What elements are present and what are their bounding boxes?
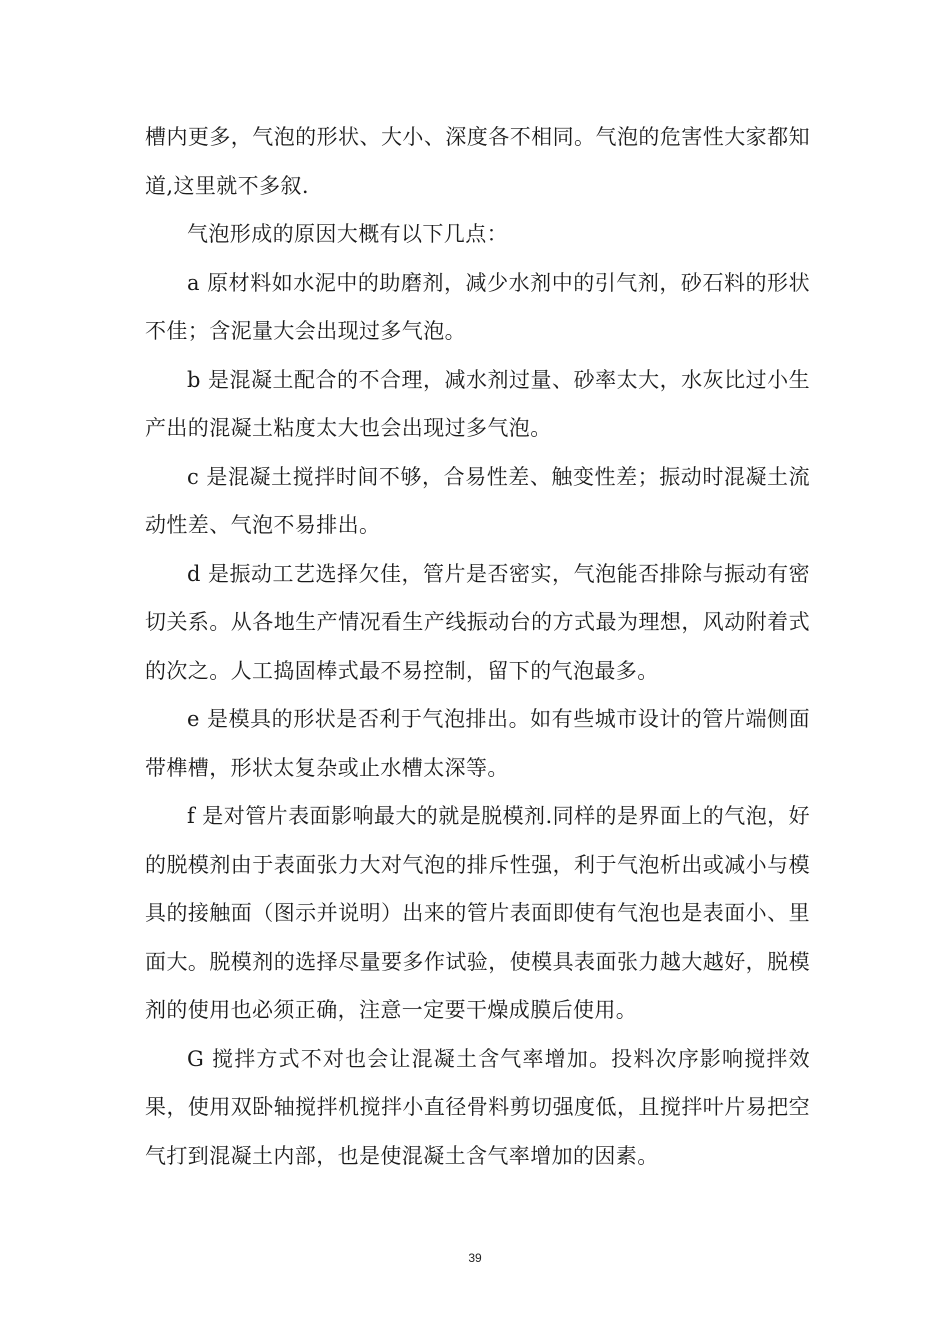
body-text — [145, 113, 810, 1180]
paragraph-cause-d: d 是振动工艺选择欠佳，管片是否密实，气泡能否排除与振动有密切关系。从各地生产情况看生产线振动台的方式最为理想，风动附着式的次之。人工捣固棒式最不易控制，留下的气泡最多。 — [145, 561, 810, 683]
paragraph-cause-f: f 是对管片表面影响最大的就是脱模剂.同样的是界面上的气泡，好的脱模剂由于表面张力大对气泡的排斥性强，利于气泡析出或减小与模具的接触面（图示并说明）出来的管片表面即使有气泡也是表面小、里面大。脱模剂的选择尽量要多作试验，使模具表面张力越大越好，脱模剂的使用也必须正确，注意一定要干燥成膜后使用。 — [145, 804, 810, 1022]
paragraph-cause-g: G 搅拌方式不对也会让混凝土含气率增加。投料次序影响搅拌效果，使用双卧轴搅拌机搅拌小直径骨料剪切强度低，且搅拌叶片易把空气打到混凝土内部，也是使混凝土含气率增加的因素。 — [145, 1046, 810, 1168]
paragraph-cause-c: c 是混凝土搅拌时间不够，合易性差、触变性差；振动时混凝土流动性差、气泡不易排出。 — [145, 464, 810, 537]
paragraph-cause-a: a 原材料如水泥中的助磨剂，减少水剂中的引气剂，砂石料的形状不佳；含泥量大会出现过多气泡。 — [145, 270, 810, 343]
page-number: 39 — [468, 1251, 482, 1265]
paragraph-continuation: 槽内更多，气泡的形状、大小、深度各不相同。气泡的危害性大家都知道,这里就不多叙. — [145, 125, 810, 198]
paragraph-causes-intro: 气泡形成的原因大概有以下几点： — [187, 222, 508, 246]
paragraph-cause-b: b 是混凝土配合的不合理，减水剂过量、砂率太大，水灰比过小生产出的混凝土粘度太大也会出现过多气泡。 — [145, 367, 810, 440]
paragraph-cause-e: e 是模具的形状是否利于气泡排出。如有些城市设计的管片端侧面带榫槽，形状太复杂或止水槽太深等。 — [145, 707, 810, 780]
